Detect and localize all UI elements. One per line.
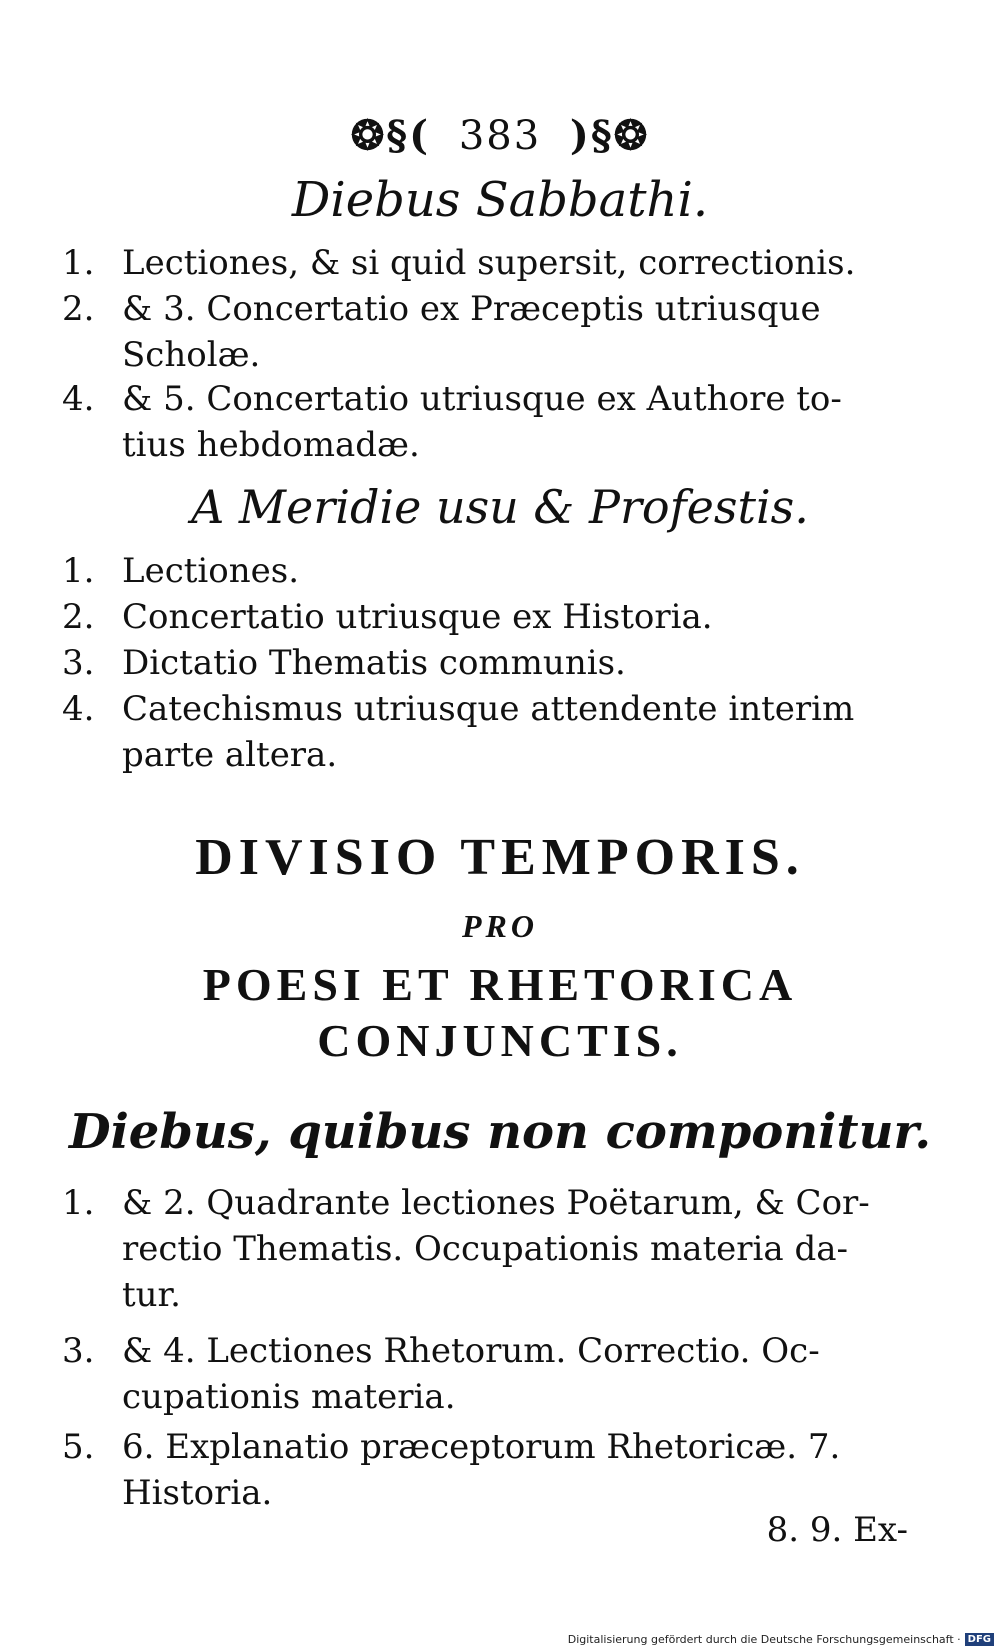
item-text: Dictatio Thematis communis. xyxy=(122,643,626,683)
running-header xyxy=(0,112,1000,159)
item-text-continuation: Scholæ. xyxy=(122,335,261,375)
list-item xyxy=(62,1328,902,1420)
item-number: 2. xyxy=(62,597,95,637)
item-text-continuation: tius hebdomadæ. xyxy=(122,425,420,465)
item-text: 6. Explanatio præceptorum Rhetoricæ. 7. xyxy=(122,1427,841,1467)
digitization-footer xyxy=(568,1633,994,1646)
list-item xyxy=(62,594,902,640)
list-item xyxy=(62,548,902,594)
item-number: 1. xyxy=(62,243,95,283)
item-number: 3. xyxy=(62,643,95,683)
dfg-logo: DFG xyxy=(965,1633,994,1646)
list-item xyxy=(62,286,902,378)
item-number: 1. xyxy=(62,551,95,591)
division-pro: PRO xyxy=(462,908,538,944)
footer-text: Digitalisierung gefördert durch die Deutsche Forschungsgemeinschaft · xyxy=(567,1633,961,1646)
list-item xyxy=(62,686,902,778)
item-text-continuation: cupationis materia. xyxy=(122,1377,456,1417)
list-item xyxy=(62,376,902,468)
item-number: 5. xyxy=(62,1427,95,1467)
item-number: 2. xyxy=(62,289,95,329)
list-item xyxy=(62,240,902,286)
item-text-continuation: rectio Thematis. Occupationis materia da- xyxy=(122,1229,848,1269)
page-number: 383 xyxy=(458,113,542,159)
item-text: & 5. Concertatio utriusque ex Authore to- xyxy=(122,379,842,419)
list-item xyxy=(62,1180,902,1318)
list-item xyxy=(62,1424,902,1516)
item-text: Concertatio utriusque ex Historia. xyxy=(122,597,713,637)
item-number: 1. xyxy=(62,1183,95,1223)
item-text: & 3. Concertatio ex Præceptis utriusque xyxy=(122,289,821,329)
section-heading-afternoon: A Meridie usu & Profestis. xyxy=(191,480,809,534)
item-text-continuation: parte altera. xyxy=(122,735,338,775)
section-heading-non-compose: Diebus, quibus non componitur. xyxy=(68,1104,932,1160)
item-text-continuation: tur. xyxy=(122,1275,181,1315)
division-subtitle-line2: CONJUNCTIS. xyxy=(317,1015,683,1066)
list-item xyxy=(62,640,902,686)
item-number: 4. xyxy=(62,689,95,729)
division-subtitle-line1: POESI ET RHETORICA xyxy=(202,959,798,1010)
left-ornament: ❂§( xyxy=(350,112,431,159)
division-title: DIVISIO TEMPORIS. xyxy=(195,829,805,886)
item-text: Lectiones. xyxy=(122,551,300,591)
item-number: 3. xyxy=(62,1331,95,1371)
right-ornament: )§❂ xyxy=(569,112,650,159)
item-text: Lectiones, & si quid supersit, correctionis. xyxy=(122,243,856,283)
item-number: 4. xyxy=(62,379,95,419)
item-text: & 4. Lectiones Rhetorum. Correctio. Oc- xyxy=(122,1331,820,1371)
item-text-continuation: Historia. xyxy=(122,1473,273,1513)
item-text: Catechismus utriusque attendente interim xyxy=(122,689,855,729)
catchword: 8. 9. Ex- xyxy=(766,1510,908,1550)
section-heading-sabbath: Diebus Sabbathi. xyxy=(291,172,709,228)
item-text: & 2. Quadrante lectiones Poëtarum, & Cor- xyxy=(122,1183,870,1223)
